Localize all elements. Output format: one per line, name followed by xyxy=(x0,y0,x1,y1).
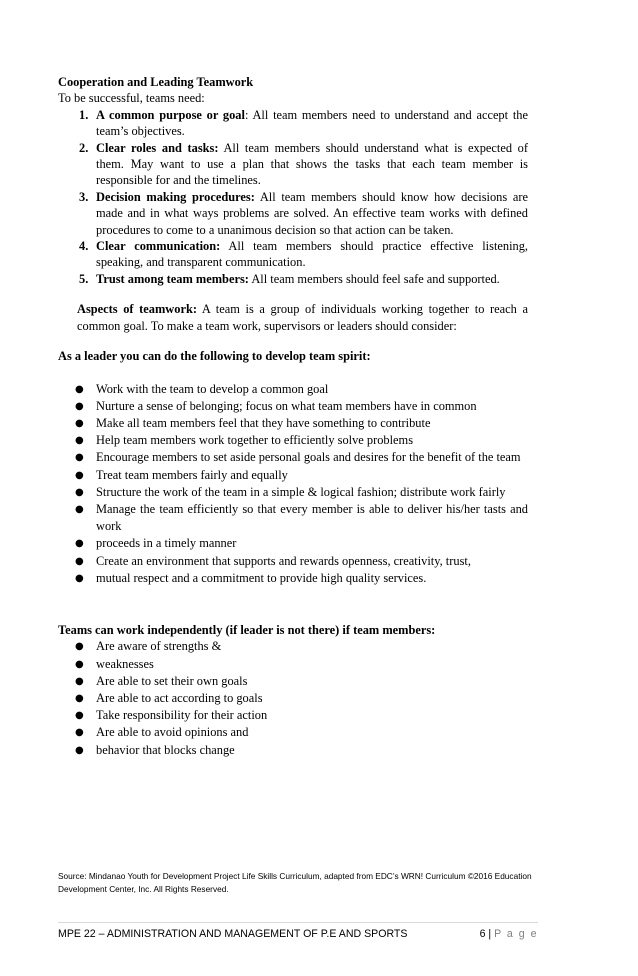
independent-heading: Teams can work independently (if leader is not there) if team members: xyxy=(58,622,436,637)
needs-item-term: Decision making procedures: xyxy=(96,189,255,204)
list-item-text: Create an environment that supports and rewards openness, creativity, trust, xyxy=(96,553,471,568)
needs-item-text: All team members should know how decisions are made and in what ways problems are solved. An effective team works with defined procedures to come to a unanimous decision so that action can be taken. xyxy=(96,189,528,237)
needs-list xyxy=(58,107,528,287)
needs-item-text: All team members should understand what is expected of them. May want to use a plan that shows the tasks that each team member is responsible for and the timelines. xyxy=(96,140,528,188)
needs-item xyxy=(58,140,528,189)
needs-item xyxy=(58,107,528,140)
bullet-icon: ● xyxy=(75,486,84,498)
list-item xyxy=(58,673,528,690)
aspects-term: Aspects of teamwork: xyxy=(77,302,197,317)
needs-item-text: All team members should practice effective listening, speaking, and transparent communication. xyxy=(96,239,529,270)
independent-list xyxy=(58,638,528,758)
bullet-icon: ● xyxy=(75,658,84,670)
bullet-icon: ● xyxy=(75,538,84,550)
list-item xyxy=(58,501,528,535)
needs-item xyxy=(58,189,528,238)
list-item-text: Take responsibility for their action xyxy=(96,708,268,723)
bullet-icon: ● xyxy=(75,383,84,395)
list-item xyxy=(58,398,528,415)
list-item-text: mutual respect and a commitment to provide high quality services. xyxy=(96,570,427,585)
needs-item xyxy=(58,271,528,287)
list-item-text: Are aware of strengths & xyxy=(96,639,222,654)
aspects-text: A team is a group of individuals working together to reach a common goal. To make a team work, supervisors or leaders should consider: xyxy=(77,302,528,333)
list-item-text: Are able to avoid opinions and xyxy=(96,725,249,740)
page-label: P a g e xyxy=(494,928,538,940)
leader-heading: As a leader you can do the following to develop team spirit: xyxy=(58,349,371,364)
list-item-text: Help team members work together to efficiently solve problems xyxy=(96,433,414,448)
list-item-text: Make all team members feel that they have something to contribute xyxy=(96,415,431,430)
list-item-text: behavior that blocks change xyxy=(96,742,235,757)
needs-item-sep: : xyxy=(244,107,249,122)
footer-page-indicator xyxy=(480,928,538,940)
bullet-icon: ● xyxy=(75,744,84,756)
bullet-icon: ● xyxy=(75,675,84,687)
bullet-icon: ● xyxy=(75,417,84,429)
list-item xyxy=(58,535,528,552)
bullet-icon: ● xyxy=(75,503,84,515)
needs-item-term: A common purpose or goal xyxy=(96,107,245,122)
list-item xyxy=(58,415,528,432)
list-item xyxy=(58,724,528,741)
list-item xyxy=(58,467,528,484)
list-item xyxy=(58,484,528,501)
needs-item-text: All team members should feel safe and supported. xyxy=(248,271,500,286)
bullet-icon: ● xyxy=(75,572,84,584)
list-item-text: Are able to set their own goals xyxy=(96,673,248,688)
intro-text: To be successful, teams need: xyxy=(58,91,205,106)
needs-item xyxy=(58,238,528,271)
list-item xyxy=(58,449,528,466)
page-body xyxy=(58,74,528,759)
list-item-text: Work with the team to develop a common goal xyxy=(96,381,329,396)
list-item xyxy=(58,707,528,724)
needs-item-number: 4. xyxy=(79,239,89,254)
list-item xyxy=(58,638,528,655)
bullet-icon: ● xyxy=(75,400,84,412)
bullet-icon: ● xyxy=(75,452,84,464)
page-separator: | xyxy=(485,928,495,940)
aspects-paragraph xyxy=(58,301,528,334)
bullet-icon: ● xyxy=(75,710,84,722)
needs-item-number: 2. xyxy=(79,140,89,155)
list-item xyxy=(58,381,528,398)
needs-item-term: Clear roles and tasks: xyxy=(96,140,219,155)
list-item xyxy=(58,432,528,449)
needs-item-number: 5. xyxy=(79,271,89,286)
footer-course-title: MPE 22 – ADMINISTRATION AND MANAGEMENT OF P.E AND SPORTS xyxy=(58,928,408,940)
list-item-text: weaknesses xyxy=(96,656,154,671)
list-item xyxy=(58,553,528,570)
bullet-icon: ● xyxy=(75,727,84,739)
bullet-icon: ● xyxy=(75,641,84,653)
list-item-text: Structure the work of the team in a simple & logical fashion; distribute work fairly xyxy=(96,484,506,499)
footer-divider xyxy=(58,922,538,923)
list-item xyxy=(58,656,528,673)
page-number: 6 xyxy=(479,928,486,940)
list-item xyxy=(58,690,528,707)
list-item-text: Are able to act according to goals xyxy=(96,690,263,705)
list-item xyxy=(58,742,528,759)
bullet-icon: ● xyxy=(75,692,84,704)
leader-list xyxy=(58,381,528,587)
list-item xyxy=(58,570,528,587)
list-item-text: Treat team members fairly and equally xyxy=(96,467,288,482)
list-item-text: Encourage members to set aside personal goals and desires for the benefit of the team xyxy=(96,450,521,465)
needs-item-term: Clear communication: xyxy=(96,239,221,254)
list-item-text: Nurture a sense of belonging; focus on what team members have in common xyxy=(96,398,477,413)
source-note: Source: Mindanao Youth for Development Project Life Skills Curriculum, adapted from EDC’s WRN! Curriculum ©2016 Education Development Center, Inc. All Rights Reserved. xyxy=(58,871,532,894)
list-item-text: proceeds in a timely manner xyxy=(96,536,237,551)
bullet-icon: ● xyxy=(75,435,84,447)
needs-item-text: All team members need to understand and accept the team’s objectives. xyxy=(96,107,528,139)
bullet-icon: ● xyxy=(75,555,84,567)
bullet-icon: ● xyxy=(75,469,84,481)
section-heading: Cooperation and Leading Teamwork xyxy=(58,75,254,89)
needs-item-number: 1. xyxy=(79,107,89,122)
needs-item-term: Trust among team members: xyxy=(96,271,249,286)
needs-item-number: 3. xyxy=(79,189,89,204)
list-item-text: Manage the team efficiently so that every member is able to deliver his/her tasts and work xyxy=(96,501,528,534)
